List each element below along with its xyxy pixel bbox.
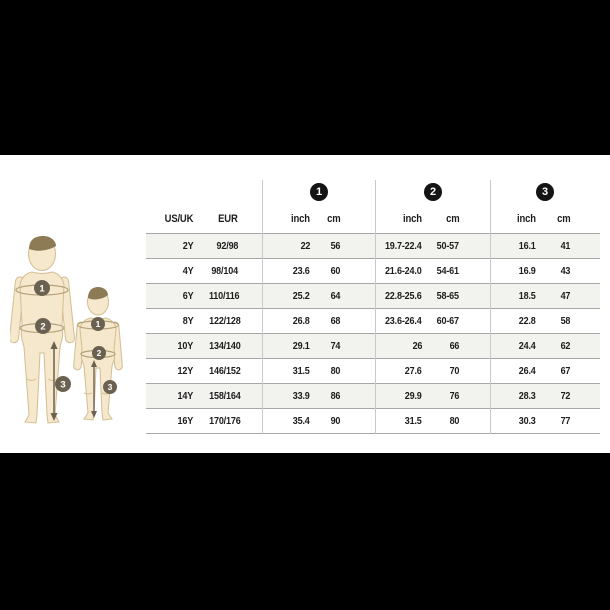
figure-badge-waist (35, 318, 51, 334)
value-cell: 58-65 (436, 290, 459, 302)
value-cell: 47 (560, 290, 570, 302)
column-header-row (146, 202, 600, 233)
figure-badge-waist (92, 346, 106, 360)
value-cell: 77 (560, 415, 570, 427)
value-cell: 158/164 (209, 390, 241, 402)
size-label-cell: 10Y (177, 340, 193, 352)
large-child-figure (10, 236, 75, 423)
value-cell: 31.5 (405, 415, 422, 427)
group-1-badge: 1 (310, 183, 328, 201)
value-cell: 26.4 (519, 365, 536, 377)
header-group3-inch: inch (517, 213, 536, 225)
value-cell: 31.5 (293, 365, 310, 377)
header-group2-inch: inch (403, 213, 422, 225)
figure-badge-inseam (55, 376, 71, 392)
svg-text:3: 3 (60, 379, 66, 391)
value-cell: 26 (412, 340, 422, 352)
value-cell: 27.6 (405, 365, 422, 377)
group-2-badge: 2 (424, 183, 442, 201)
size-label-cell: 2Y (182, 240, 193, 252)
value-cell: 58 (560, 315, 570, 327)
value-cell: 70 (449, 365, 459, 377)
value-cell: 72 (560, 390, 570, 402)
table-row (146, 258, 600, 283)
column-divider (490, 180, 491, 434)
value-cell: 21.6-24.0 (385, 265, 422, 277)
value-cell: 23.6 (293, 265, 310, 277)
size-label-cell: 6Y (182, 290, 193, 302)
value-cell: 62 (560, 340, 570, 352)
group-badge-row (146, 180, 600, 202)
value-cell: 92/98 (216, 240, 238, 252)
value-cell: 23.6-26.4 (385, 315, 422, 327)
size-chart-panel (0, 155, 610, 453)
figure-badge-chest (91, 317, 105, 331)
value-cell: 68 (330, 315, 340, 327)
table-row (146, 408, 600, 433)
value-cell: 146/152 (209, 365, 241, 377)
value-cell: 29.1 (293, 340, 310, 352)
value-cell: 22.8 (519, 315, 536, 327)
table-row (146, 233, 600, 258)
header-group2-cm: cm (445, 213, 459, 225)
value-cell: 16.1 (519, 240, 536, 252)
value-cell: 25.2 (293, 290, 310, 302)
figure-badge-chest (34, 280, 50, 296)
svg-text:3: 3 (107, 382, 113, 392)
figure-body (80, 318, 116, 420)
size-label-cell: 14Y (177, 390, 193, 402)
table-row (146, 308, 600, 333)
value-cell: 43 (560, 265, 570, 277)
figure-badge-inseam (103, 380, 117, 394)
value-cell: 18.5 (519, 290, 536, 302)
value-cell: 50-57 (436, 240, 459, 252)
header-us-uk: US/UK (164, 213, 193, 225)
value-cell: 26.8 (293, 315, 310, 327)
value-cell: 56 (330, 240, 340, 252)
header-group1-inch: inch (291, 213, 310, 225)
value-cell: 30.3 (519, 415, 536, 427)
value-cell: 22.8-25.6 (385, 290, 422, 302)
header-eur: EUR (218, 213, 238, 225)
size-table-body (146, 233, 600, 434)
size-label-cell: 16Y (177, 415, 193, 427)
value-cell: 66 (449, 340, 459, 352)
value-cell: 122/128 (209, 315, 241, 327)
value-cell: 29.9 (405, 390, 422, 402)
value-cell: 35.4 (293, 415, 310, 427)
value-cell: 86 (330, 390, 340, 402)
column-divider (375, 180, 376, 434)
size-label-cell: 8Y (182, 315, 193, 327)
value-cell: 134/140 (209, 340, 241, 352)
header-group1-cm: cm (326, 213, 340, 225)
value-cell: 67 (560, 365, 570, 377)
value-cell: 60-67 (436, 315, 459, 327)
measurement-figures-illustration (10, 235, 140, 430)
size-label-cell: 4Y (182, 265, 193, 277)
size-table (146, 180, 600, 434)
svg-text:2: 2 (96, 348, 102, 358)
value-cell: 19.7-22.4 (385, 240, 422, 252)
header-group3-cm: cm (556, 213, 570, 225)
size-label-cell: 12Y (177, 365, 193, 377)
value-cell: 22 (300, 240, 310, 252)
value-cell: 74 (330, 340, 340, 352)
value-cell: 90 (330, 415, 340, 427)
value-cell: 80 (330, 365, 340, 377)
value-cell: 98/104 (211, 265, 238, 277)
value-cell: 41 (560, 240, 570, 252)
value-cell: 80 (449, 415, 459, 427)
value-cell: 54-61 (436, 265, 459, 277)
svg-text:1: 1 (39, 283, 45, 295)
value-cell: 60 (330, 265, 340, 277)
value-cell: 24.4 (519, 340, 536, 352)
table-row (146, 333, 600, 358)
small-child-figure (73, 287, 122, 420)
value-cell: 28.3 (519, 390, 536, 402)
value-cell: 110/116 (208, 290, 240, 302)
value-cell: 64 (330, 290, 340, 302)
value-cell: 76 (449, 390, 459, 402)
svg-text:1: 1 (95, 319, 101, 329)
value-cell: 16.9 (519, 265, 536, 277)
table-row (146, 383, 600, 408)
table-row (146, 283, 600, 308)
value-cell: 170/176 (209, 415, 241, 427)
group-3-badge: 3 (536, 183, 554, 201)
svg-text:2: 2 (40, 321, 46, 333)
column-divider (262, 180, 263, 434)
value-cell: 33.9 (293, 390, 310, 402)
table-row (146, 358, 600, 383)
